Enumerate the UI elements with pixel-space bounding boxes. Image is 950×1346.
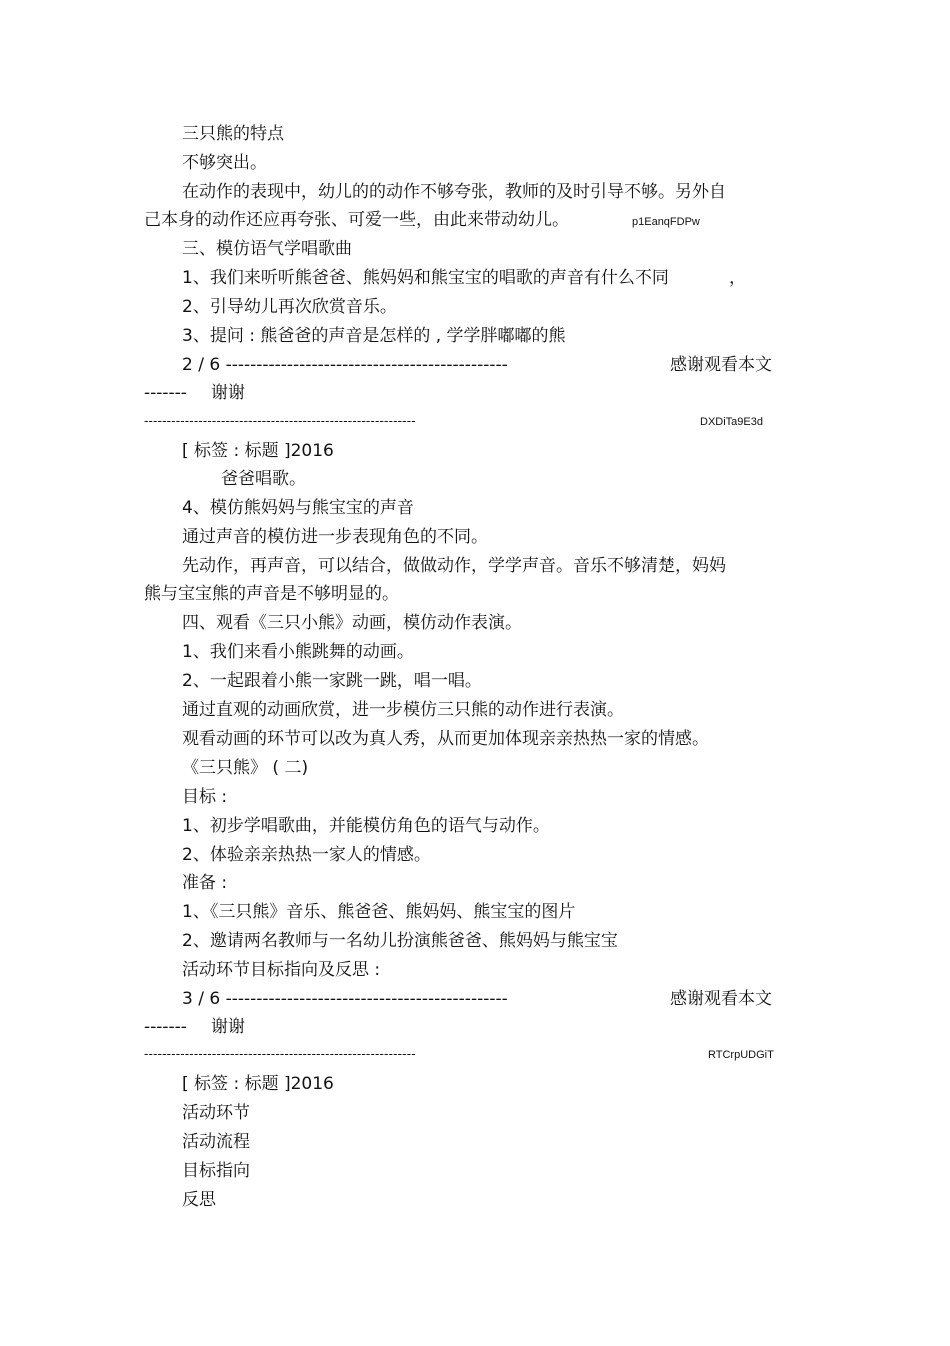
- text-line: 不够突出。: [182, 153, 267, 173]
- text-line: 2、引导幼儿再次欣赏音乐。: [182, 297, 397, 317]
- page-number: 2 / 6 ----------------------------------------------: [182, 355, 508, 375]
- text-line: 通过直观的动画欣赏，进一步模仿三只熊的动作进行表演。: [182, 700, 624, 720]
- text-line: 2、邀请两名教师与一名幼儿扮演熊爸爸、熊妈妈与熊宝宝: [182, 931, 618, 951]
- text-line: 目标指向: [182, 1161, 250, 1181]
- text-line: 1、《三只熊》音乐、熊爸爸、熊妈妈、熊宝宝的图片: [182, 902, 576, 922]
- thanks-text: 谢谢: [211, 383, 245, 403]
- text-line: 4、模仿熊妈妈与熊宝宝的声音: [182, 498, 414, 518]
- thanks-text: 感谢观看本文: [670, 355, 772, 375]
- text-line: 1、初步学唱歌曲，并能模仿角色的语气与动作。: [182, 816, 550, 836]
- tag-line: [ 标签 : 标题 ]2016: [182, 441, 334, 461]
- text-line: 活动环节目标指向及反思 :: [182, 960, 381, 980]
- tag-line: [ 标签 : 标题 ]2016: [182, 1074, 334, 1094]
- watermark-code: p1EanqFDPw: [632, 216, 700, 228]
- text-line: 活动环节: [182, 1103, 250, 1123]
- text-line: 2、一起跟着小熊一家跳一跳，唱一唱。: [182, 671, 482, 691]
- text-line: 1、我们来听听熊爸爸、熊妈妈和熊宝宝的唱歌的声音有什么不同: [182, 268, 669, 288]
- text-line: ，: [729, 268, 746, 288]
- text-line: 熊与宝宝熊的声音是不够明显的。: [144, 584, 399, 604]
- text-line: 目标 :: [182, 787, 228, 807]
- text-line: 1、我们来看小熊跳舞的动画。: [182, 642, 414, 662]
- text-line: 观看动画的环节可以改为真人秀，从而更加体现亲亲热热一家的情感。: [182, 729, 709, 749]
- text-line: 三只熊的特点: [182, 124, 284, 144]
- text-line: 准备 :: [182, 873, 228, 893]
- page-number: 3 / 6 ----------------------------------------------: [182, 989, 508, 1009]
- footer-dash: -------: [144, 383, 187, 403]
- text-line: 活动流程: [182, 1132, 250, 1152]
- text-line: 通过声音的模仿进一步表现角色的不同。: [182, 527, 488, 547]
- footer-rule: ------------------------------------------------------------: [144, 1046, 416, 1061]
- text-line: 爸爸唱歌。: [221, 469, 306, 489]
- footer-dash: -------: [144, 1017, 187, 1037]
- section-title: 《三只熊》 ( 二): [182, 758, 309, 778]
- text-line: 3、提问 : 熊爸爸的声音是怎样的 , 学学胖嘟嘟的熊: [182, 326, 566, 346]
- thanks-text: 感谢观看本文: [670, 989, 772, 1009]
- text-line: 2、体验亲亲热热一家人的情感。: [182, 845, 431, 865]
- footer-rule: ------------------------------------------------------------: [144, 413, 416, 428]
- footer-code: DXDiTa9E3d: [700, 416, 763, 428]
- section-heading: 四、观看《三只小熊》动画，模仿动作表演。: [182, 613, 522, 633]
- section-heading: 三、模仿语气学唱歌曲: [182, 239, 352, 259]
- footer-code: RTCrpUDGiT: [708, 1049, 774, 1061]
- thanks-text: 谢谢: [211, 1017, 245, 1037]
- text-line: 反思: [182, 1190, 216, 1210]
- text-line: 在动作的表现中，幼儿的的动作不够夸张，教师的及时引导不够。另外自: [182, 182, 726, 202]
- text-line: 先动作，再声音，可以结合，做做动作，学学声音。音乐不够清楚，妈妈: [182, 556, 726, 576]
- text-line: 己本身的动作还应再夸张、可爱一些，由此来带动幼儿。: [144, 210, 569, 230]
